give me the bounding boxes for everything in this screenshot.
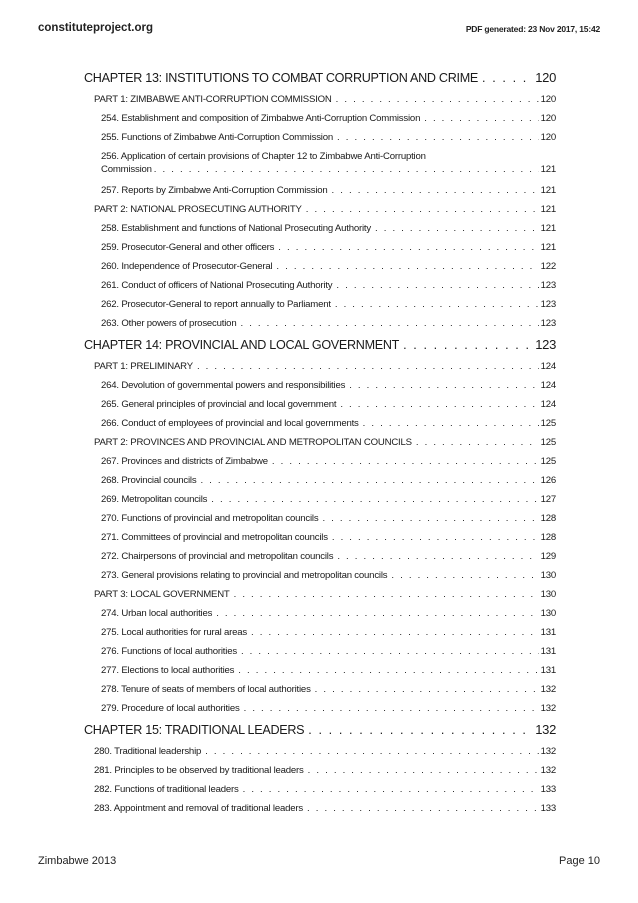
dot-leader	[196, 471, 538, 490]
toc-entry-page: 121	[540, 164, 556, 175]
toc-entry-page: 123	[540, 299, 556, 310]
toc-entry-title: 280. Traditional leadership	[94, 746, 202, 757]
toc-entry[interactable]	[84, 414, 556, 433]
toc-entry-title: PART 3: LOCAL GOVERNMENT	[94, 589, 230, 600]
toc-entry-page: 132	[535, 722, 556, 737]
toc-entry[interactable]	[84, 333, 556, 357]
toc-entry[interactable]	[84, 471, 556, 490]
toc-entry[interactable]	[84, 150, 556, 181]
toc-entry-page: 120	[540, 94, 556, 105]
dot-leader	[201, 742, 538, 761]
toc-entry[interactable]	[84, 109, 556, 128]
toc-entry-title: 261. Conduct of officers of National Prosecuting Authority	[101, 280, 333, 291]
toc-entry-title: 267. Provinces and districts of Zimbabwe	[101, 456, 268, 467]
toc-entry[interactable]	[84, 128, 556, 147]
dot-leader	[234, 661, 538, 680]
toc-entry[interactable]	[84, 566, 556, 585]
toc-entry-page: 121	[540, 204, 556, 215]
toc-entry-page: 129	[540, 551, 556, 562]
toc-entry[interactable]	[84, 90, 556, 109]
toc-entry-page: 124	[540, 361, 556, 372]
toc-entry-page: 124	[540, 380, 556, 391]
toc-entry-page: 123	[540, 318, 556, 329]
toc-entry-title: PART 2: NATIONAL PROSECUTING AUTHORITY	[94, 204, 302, 215]
dot-leader	[333, 128, 539, 147]
toc-entry-title: CHAPTER 15: TRADITIONAL LEADERS	[84, 723, 305, 737]
toc-entry-title: 278. Tenure of seats of members of local authorities	[101, 684, 311, 695]
toc-entry-title: 269. Metropolitan councils	[101, 494, 208, 505]
toc-entry[interactable]	[84, 357, 556, 376]
toc-entry[interactable]	[84, 761, 556, 780]
dot-leader	[230, 585, 539, 604]
toc-entry-page: 130	[540, 570, 556, 581]
toc-entry[interactable]	[84, 295, 556, 314]
dot-leader	[412, 433, 539, 452]
toc-entry[interactable]	[84, 528, 556, 547]
dot-leader	[237, 642, 539, 661]
toc-entry[interactable]	[84, 547, 556, 566]
toc-entry-title: 276. Functions of local authorities	[101, 646, 237, 657]
dot-leader	[304, 761, 539, 780]
toc-entry-title: 283. Appointment and removal of traditional leaders	[94, 803, 303, 814]
site-name[interactable]: constituteproject.org	[38, 22, 154, 34]
toc-entry-page: 125	[540, 418, 556, 429]
toc-entry-title: 262. Prosecutor-General to report annually to Parliament	[101, 299, 331, 310]
toc-entry-title: CHAPTER 14: PROVINCIAL AND LOCAL GOVERNMENT	[84, 338, 400, 352]
toc-entry-page: 131	[540, 627, 556, 638]
toc-entry[interactable]	[84, 376, 556, 395]
toc-entry[interactable]	[84, 642, 556, 661]
toc-entry[interactable]	[84, 780, 556, 799]
toc-entry-title: 264. Devolution of governmental powers and responsibilities	[101, 380, 346, 391]
toc-entry-title: 256. Application of certain provisions of Chapter 12 to Zimbabwe Anti-Corruption	[101, 151, 426, 162]
toc-entry-title: 260. Independence of Prosecutor-General	[101, 261, 273, 272]
dot-leader	[399, 333, 533, 357]
toc-entry-title: 265. General principles of provincial and local government	[101, 399, 337, 410]
toc-entry-page: 120	[535, 70, 556, 85]
toc-entry[interactable]	[84, 699, 556, 718]
toc-entry-title: PART 2: PROVINCES AND PROVINCIAL AND METROPOLITAN COUNCILS	[94, 437, 412, 448]
toc-entry-page: 132	[540, 703, 556, 714]
dot-leader	[236, 314, 538, 333]
toc-entry-title: 275. Local authorities for rural areas	[101, 627, 247, 638]
dot-leader	[303, 799, 539, 818]
dot-leader	[272, 257, 538, 276]
toc-entry[interactable]	[84, 219, 556, 238]
toc-entry-title: 274. Urban local authorities	[101, 608, 213, 619]
toc-entry[interactable]	[84, 433, 556, 452]
toc-entry-page: 121	[540, 242, 556, 253]
dot-leader	[207, 490, 538, 509]
toc-entry-title: PART 1: ZIMBABWE ANTI-CORRUPTION COMMISSION	[94, 94, 332, 105]
toc-entry-title: 271. Committees of provincial and metropolitan councils	[101, 532, 328, 543]
toc-entry[interactable]	[84, 314, 556, 333]
toc-entry-title-continued: Commission	[101, 164, 152, 175]
toc-entry-page: 121	[540, 185, 556, 196]
dot-leader	[247, 623, 539, 642]
toc-entry-title: CHAPTER 13: INSTITUTIONS TO COMBAT CORRUPTION AND CRIME	[84, 71, 479, 85]
toc-entry[interactable]	[84, 604, 556, 623]
dot-leader	[371, 219, 539, 238]
toc-entry-title: 273. General provisions relating to provincial and metropolitan councils	[101, 570, 388, 581]
toc-entry-title: 263. Other powers of prosecution	[101, 318, 237, 329]
table-of-contents	[84, 66, 556, 818]
toc-entry-page: 132	[540, 746, 556, 757]
toc-entry-page: 131	[540, 665, 556, 676]
dot-leader	[274, 238, 538, 257]
dot-leader	[387, 566, 538, 585]
dot-leader	[333, 547, 538, 566]
dot-leader	[240, 699, 539, 718]
toc-entry[interactable]	[84, 680, 556, 699]
toc-entry-page: 133	[540, 784, 556, 795]
toc-entry[interactable]	[84, 623, 556, 642]
dot-leader	[331, 295, 539, 314]
toc-entry[interactable]	[84, 276, 556, 295]
dot-leader	[345, 376, 538, 395]
toc-entry[interactable]	[84, 66, 556, 90]
toc-entry-title: 266. Conduct of employees of provincial and local governments	[101, 418, 359, 429]
dot-leader	[193, 357, 539, 376]
dot-leader	[328, 528, 539, 547]
toc-entry[interactable]	[84, 395, 556, 414]
toc-entry-page: 132	[540, 765, 556, 776]
toc-entry-page: 130	[540, 608, 556, 619]
toc-entry-title: 281. Principles to be observed by traditional leaders	[94, 765, 304, 776]
dot-leader	[420, 109, 538, 128]
dot-leader	[478, 66, 533, 90]
dot-leader	[336, 395, 538, 414]
toc-entry[interactable]	[84, 200, 556, 219]
toc-entry[interactable]	[84, 585, 556, 604]
toc-entry-title: 255. Functions of Zimbabwe Anti-Corruption Commission	[101, 132, 334, 143]
toc-entry-title: 258. Establishment and functions of National Prosecuting Authority	[101, 223, 371, 234]
toc-entry-page: 133	[540, 803, 556, 814]
toc-entry[interactable]	[84, 490, 556, 509]
toc-entry-page: 123	[540, 280, 556, 291]
toc-entry-page: 123	[535, 337, 556, 352]
dot-leader	[332, 276, 538, 295]
toc-entry-page: 127	[540, 494, 556, 505]
toc-entry-title: 268. Provincial councils	[101, 475, 197, 486]
generated-timestamp: PDF generated: 23 Nov 2017, 15:42	[465, 24, 600, 34]
toc-entry-title: 270. Functions of provincial and metropolitan councils	[101, 513, 319, 524]
dot-leader	[212, 604, 538, 623]
toc-entry-page: 120	[540, 132, 556, 143]
dot-leader	[239, 780, 539, 799]
toc-entry-page: 125	[540, 456, 556, 467]
toc-entry[interactable]	[84, 181, 556, 200]
toc-entry-title: 257. Reports by Zimbabwe Anti-Corruption Commission	[101, 185, 328, 196]
dot-leader	[152, 163, 539, 176]
toc-entry-title: 254. Establishment and composition of Zimbabwe Anti-Corruption Commission	[101, 113, 421, 124]
toc-entry[interactable]	[84, 509, 556, 528]
toc-entry-page: 126	[540, 475, 556, 486]
dot-leader	[318, 509, 538, 528]
dot-leader	[359, 414, 539, 433]
toc-entry-page: 122	[540, 261, 556, 272]
toc-entry[interactable]	[84, 257, 556, 276]
toc-entry-page: 121	[540, 223, 556, 234]
dot-leader	[311, 680, 539, 699]
toc-entry[interactable]	[84, 718, 556, 742]
toc-entry-page: 128	[540, 513, 556, 524]
toc-entry[interactable]	[84, 661, 556, 680]
dot-leader	[332, 90, 539, 109]
toc-entry[interactable]	[84, 452, 556, 471]
toc-entry-title: 282. Functions of traditional leaders	[94, 784, 239, 795]
toc-entry-title: PART 1: PRELIMINARY	[94, 361, 193, 372]
dot-leader	[268, 452, 539, 471]
toc-entry-page: 132	[540, 684, 556, 695]
dot-leader	[328, 181, 539, 200]
toc-entry-page: 131	[540, 646, 556, 657]
page-number: Page 10	[559, 855, 600, 867]
toc-entry-title: 272. Chairpersons of provincial and metropolitan councils	[101, 551, 334, 562]
toc-entry-page: 124	[540, 399, 556, 410]
toc-entry-page: 125	[540, 437, 556, 448]
toc-entry-title: 277. Elections to local authorities	[101, 665, 235, 676]
dot-leader	[302, 200, 539, 219]
toc-entry-page: 130	[540, 589, 556, 600]
footer-country: Zimbabwe 2013	[38, 855, 117, 867]
dot-leader	[304, 718, 533, 742]
toc-entry-page: 128	[540, 532, 556, 543]
toc-entry-title: 259. Prosecutor-General and other officers	[101, 242, 275, 253]
toc-entry-page: 120	[540, 113, 556, 124]
toc-entry[interactable]	[84, 799, 556, 818]
toc-entry-title: 279. Procedure of local authorities	[101, 703, 240, 714]
toc-entry[interactable]	[84, 238, 556, 257]
toc-entry[interactable]	[84, 742, 556, 761]
